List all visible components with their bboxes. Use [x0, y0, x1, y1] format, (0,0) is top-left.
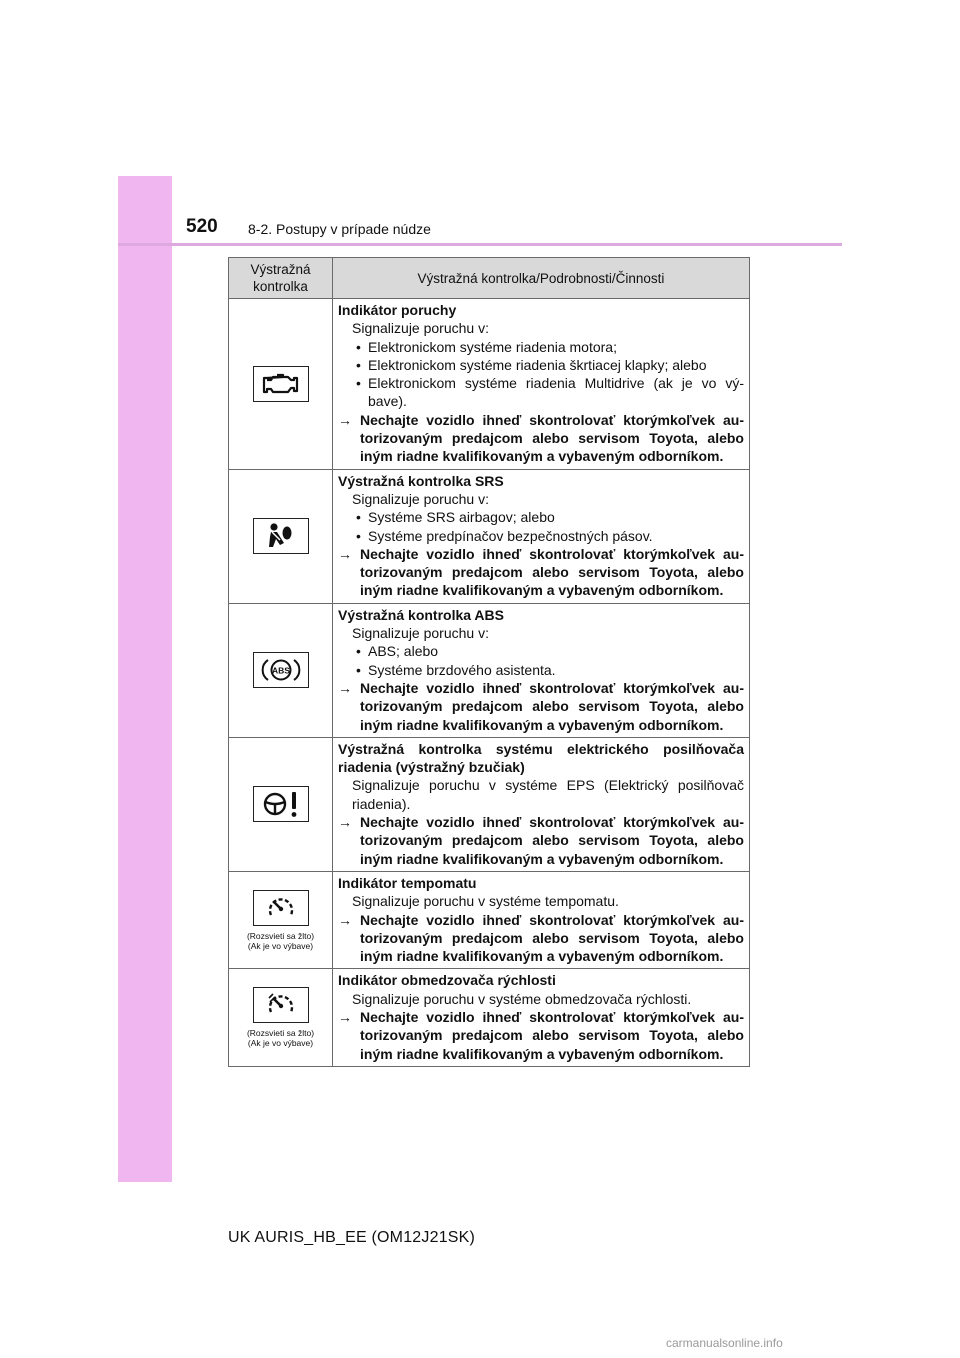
list-item: • Systéme brzdového asistenta. — [356, 661, 744, 679]
abs-icon — [253, 652, 309, 688]
arrow-icon: → — [338, 679, 352, 696]
icon-cell — [229, 969, 333, 1066]
icon-cell — [229, 469, 333, 603]
action-text: → Nechajte vozidlo ihneď skontrolovať ktorýmkoľvek au-torizovaným predajcom alebo servisom Toyota, alebo iným riadne kvalifikovaným a vybaveným odborníkom. — [338, 911, 744, 965]
icon-note: (Rozsvieti sa žlto) (Ak je vo výbave) — [246, 930, 315, 951]
table-row — [229, 469, 750, 603]
row-description: Výstražná kontrolka systému elektrického posilňovača riadenia (výstražný bzučiak) Signalizuje poruchu v systéme EPS (Elektrický posilňovač riadenia). → Nechajte vozidlo ihneď skontrolovať ktorýmkoľvek au-torizovaným predajcom alebo servisom Toyota, alebo iným riadne kvalifikovaným a vybaveným odborníkom. — [333, 737, 750, 871]
action-text: → Nechajte vozidlo ihneď skontrolovať ktorýmkoľvek au-torizovaným predajcom alebo servisom Toyota, alebo iným riadne kvalifikovaným a vybaveným odborníkom. — [338, 679, 744, 733]
section-title: 8-2. Postupy v prípade núdze — [248, 221, 431, 237]
page-number: 520 — [186, 216, 218, 237]
row-description: Výstražná kontrolka SRS Signalizuje poruchu v: • Systéme SRS airbagov; alebo • Systéme predpínačov bezpečnostných pásov. → Nechajte vozidlo ihneď skontrolovať ktorýmkoľvek au-torizovaným predajcom alebo servisom Toyota, alebo iným riadne kvalifikovaným a vybaveným odborníkom. — [333, 469, 750, 603]
abs-icon-label: ABS — [271, 665, 290, 676]
action-text: → Nechajte vozidlo ihneď skontrolovať ktorýmkoľvek au-torizovaným predajcom alebo servisom Toyota, alebo iným riadne kvalifikovaným a vybaveným odborníkom. — [338, 411, 744, 465]
row-description: Indikátor obmedzovača rýchlosti Signalizuje poruchu v systéme obmedzovača rýchlosti. → Nechajte vozidlo ihneď skontrolovať ktorýmkoľvek au-torizovaným predajcom alebo servisom Toyota, alebo iným riadne kvalifikovaným a vybaveným odborníkom. — [333, 969, 750, 1066]
icon-cell — [229, 871, 333, 968]
row-description: Výstražná kontrolka ABS Signalizuje poruchu v: • ABS; alebo • Systéme brzdového asistenta. → Nechajte vozidlo ihneď skontrolovať ktorýmkoľvek au-torizovaným predajcom alebo servisom Toyota, alebo iným riadne kvalifikovaným a vybaveným odborníkom. — [333, 603, 750, 737]
row-description: Indikátor poruchy Signalizuje poruchu v: • Elektronickom systéme riadenia motora; • Elektronickom systéme riadenia škrtiacej klapky; alebo • Elektronickom systéme riadenia Multidrive (ak je vo vý-bave). → Nechajte vozidlo ihneď skontrolovať ktorýmkoľvek au-torizovaným predajcom alebo servisom Toyota, alebo iným riadne kvalifikovaným a vybaveným odborníkom. — [333, 299, 750, 470]
list-item: • Systéme SRS airbagov; alebo — [356, 508, 744, 526]
header-divider — [118, 243, 842, 246]
table-row — [229, 737, 750, 871]
warning-lights-table — [228, 257, 750, 1067]
cruise-control-icon — [253, 890, 309, 926]
side-tab-band — [118, 176, 172, 1182]
arrow-icon: → — [338, 911, 352, 928]
icon-note: (Rozsvieti sa žlto) (Ak je vo výbave) — [246, 1028, 315, 1049]
table-header-row — [229, 258, 750, 299]
arrow-icon: → — [338, 545, 352, 562]
arrow-icon: → — [338, 814, 352, 831]
list-item: • ABS; alebo — [356, 642, 744, 660]
table-row — [229, 299, 750, 470]
power-steering-icon — [253, 786, 309, 822]
icon-cell — [229, 737, 333, 871]
table-row — [229, 969, 750, 1066]
list-item: • Elektronickom systéme riadenia škrtiacej klapky; alebo — [356, 356, 744, 374]
arrow-icon: → — [338, 1008, 352, 1025]
column-header-details: Výstražná kontrolka/Podrobnosti/Činnosti — [333, 258, 750, 299]
list-item: • Elektronickom systéme riadenia motora; — [356, 338, 744, 356]
list-item: • Elektronickom systéme riadenia Multidrive (ak je vo vý-bave). — [356, 374, 744, 411]
action-text: → Nechajte vozidlo ihneď skontrolovať ktorýmkoľvek au-torizovaným predajcom alebo servisom Toyota, alebo iným riadne kvalifikovaným a vybaveným odborníkom. — [338, 814, 744, 867]
srs-airbag-icon — [253, 518, 309, 554]
row-description: Indikátor tempomatu Signalizuje poruchu v systéme tempomatu. → Nechajte vozidlo ihneď skontrolovať ktorýmkoľvek au-torizovaným predajcom alebo servisom Toyota, alebo iným riadne kvalifikovaným a vybaveným odborníkom. — [333, 871, 750, 968]
table-row — [229, 603, 750, 737]
speed-limiter-icon — [253, 987, 309, 1023]
action-text: → Nechajte vozidlo ihneď skontrolovať ktorýmkoľvek au-torizovaným predajcom alebo servisom Toyota, alebo iným riadne kvalifikovaným a vybaveným odborníkom. — [338, 545, 744, 599]
footer-model: UK AURIS_HB_EE (OM12J21SK) — [228, 1229, 476, 1246]
arrow-icon: → — [338, 411, 352, 428]
table-row — [229, 871, 750, 968]
icon-cell — [229, 603, 333, 737]
list-item: • Systéme predpínačov bezpečnostných pásov. — [356, 527, 744, 545]
column-header-light: Výstražná kontrolka — [229, 258, 333, 299]
icon-cell — [229, 299, 333, 470]
watermark: carmanualsonline.info — [666, 1336, 783, 1350]
check-engine-icon — [253, 366, 309, 402]
action-text: → Nechajte vozidlo ihneď skontrolovať ktorýmkoľvek au-torizovaným predajcom alebo servisom Toyota, alebo iným riadne kvalifikovaným a vybaveným odborníkom. — [338, 1008, 744, 1062]
